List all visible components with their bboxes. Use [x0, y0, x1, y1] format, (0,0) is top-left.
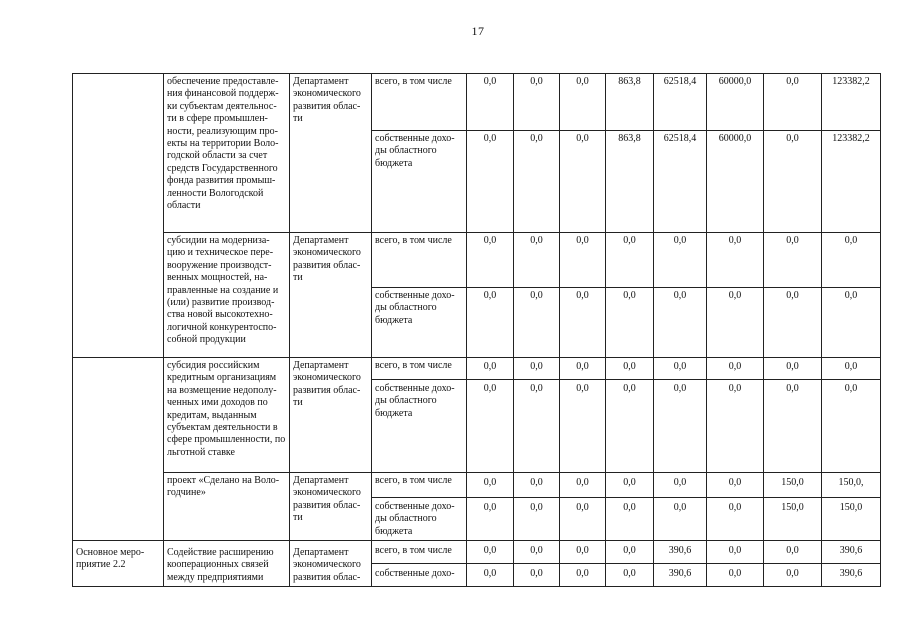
value-cell: 150,0 — [764, 473, 822, 498]
value-cell: 0,0 — [514, 233, 560, 288]
funding-source-label: собственные дохо-ды областного бюджета — [372, 380, 467, 473]
page-number: 17 — [471, 24, 485, 38]
funding-source-label: собственные дохо-ды областного бюджета — [372, 131, 467, 233]
value-cell: 863,8 — [606, 131, 654, 233]
value-cell: 0,0 — [707, 564, 764, 587]
value-cell: 390,6 — [822, 564, 881, 587]
value-cell: 0,0 — [764, 564, 822, 587]
value-cell: 60000,0 — [707, 74, 764, 131]
value-cell: 0,0 — [560, 233, 606, 288]
measure-cell: Основное меро-приятие 2.2 — [73, 541, 164, 587]
value-cell: 0,0 — [514, 541, 560, 564]
value-cell: 0,0 — [560, 564, 606, 587]
value-cell: 0,0 — [560, 473, 606, 498]
value-cell: 0,0 — [606, 473, 654, 498]
value-cell: 0,0 — [606, 358, 654, 380]
value-cell: 0,0 — [560, 498, 606, 541]
task-description: субсидия российским кредитным организациям на возмещение недополу-ченных ими доходов по кредитам, выданным субъектам деятельности в сфере промышленности, по льготной ставке — [164, 358, 290, 473]
executor-cell: Департамент экономического развития облас-ти — [290, 358, 372, 473]
value-cell: 0,0 — [764, 233, 822, 288]
value-cell: 123382,2 — [822, 131, 881, 233]
value-cell: 0,0 — [606, 564, 654, 587]
value-cell: 0,0 — [707, 380, 764, 473]
value-cell: 0,0 — [560, 288, 606, 358]
value-cell: 0,0 — [514, 288, 560, 358]
table-row — [73, 74, 881, 131]
funding-source-label: собственные дохо-ды областного бюджета — [372, 498, 467, 541]
value-cell: 390,6 — [822, 541, 881, 564]
value-cell: 60000,0 — [707, 131, 764, 233]
value-cell: 0,0 — [467, 131, 514, 233]
value-cell: 0,0 — [514, 131, 560, 233]
funding-source-label: собственные дохо- — [372, 564, 467, 587]
value-cell: 0,0 — [654, 358, 707, 380]
task-description: Содействие расширению кооперационных связей между предприятиями — [164, 541, 290, 587]
value-cell: 0,0 — [654, 233, 707, 288]
value-cell: 150,0, — [822, 473, 881, 498]
funding-source-label: всего, в том числе — [372, 358, 467, 380]
value-cell: 62518,4 — [654, 74, 707, 131]
budget-table — [72, 73, 881, 587]
value-cell: 0,0 — [467, 564, 514, 587]
table-row — [73, 473, 881, 498]
funding-source-label: всего, в том числе — [372, 473, 467, 498]
value-cell: 0,0 — [514, 380, 560, 473]
value-cell: 0,0 — [822, 358, 881, 380]
value-cell: 0,0 — [606, 288, 654, 358]
executor-cell: Департамент экономического развития облас-ти — [290, 473, 372, 541]
value-cell: 0,0 — [764, 358, 822, 380]
value-cell: 0,0 — [514, 358, 560, 380]
value-cell: 0,0 — [764, 288, 822, 358]
value-cell: 0,0 — [764, 131, 822, 233]
value-cell: 123382,2 — [822, 74, 881, 131]
funding-source-label: всего, в том числе — [372, 74, 467, 131]
value-cell: 0,0 — [467, 233, 514, 288]
value-cell: 62518,4 — [654, 131, 707, 233]
value-cell: 150,0 — [764, 498, 822, 541]
value-cell: 0,0 — [560, 74, 606, 131]
value-cell: 0,0 — [606, 498, 654, 541]
value-cell: 0,0 — [654, 498, 707, 541]
value-cell: 0,0 — [514, 74, 560, 131]
task-description: субсидии на модерниза-цию и техническое пере-вооружение производст-венных мощностей, на-правленные на создание и (или) развитие производ-ства новой высокотехно-логичной конкурентоспо-собной продукции — [164, 233, 290, 358]
value-cell: 0,0 — [764, 74, 822, 131]
task-description: проект «Сделано на Воло-годчине» — [164, 473, 290, 541]
value-cell: 0,0 — [822, 380, 881, 473]
value-cell: 0,0 — [707, 233, 764, 288]
value-cell: 0,0 — [654, 380, 707, 473]
value-cell: 0,0 — [467, 74, 514, 131]
table-row — [73, 541, 881, 564]
value-cell: 0,0 — [707, 358, 764, 380]
executor-cell: Департамент экономического развития облас-ти — [290, 74, 372, 233]
value-cell: 0,0 — [467, 380, 514, 473]
measure-cell — [73, 74, 164, 358]
table-row — [73, 358, 881, 380]
value-cell: 0,0 — [467, 541, 514, 564]
funding-source-label: всего, в том числе — [372, 233, 467, 288]
value-cell: 0,0 — [560, 380, 606, 473]
value-cell: 390,6 — [654, 564, 707, 587]
value-cell: 150,0 — [822, 498, 881, 541]
value-cell: 0,0 — [514, 564, 560, 587]
task-description: обеспечение предоставле-ния финансовой поддерж-ки субъектам деятельнос-ти в сфере промышлен-ности, реализующим про-екты на территории Воло-годской области за счет средств Государственного фонда развития промыш-ленности Вологодской области — [164, 74, 290, 233]
value-cell: 0,0 — [467, 358, 514, 380]
value-cell: 0,0 — [560, 358, 606, 380]
value-cell: 0,0 — [707, 541, 764, 564]
table-row — [73, 233, 881, 288]
value-cell: 0,0 — [764, 380, 822, 473]
value-cell: 0,0 — [822, 233, 881, 288]
funding-source-label: всего, в том числе — [372, 541, 467, 564]
value-cell: 0,0 — [822, 288, 881, 358]
funding-source-label: собственные дохо-ды областного бюджета — [372, 288, 467, 358]
value-cell: 0,0 — [606, 380, 654, 473]
value-cell: 0,0 — [514, 498, 560, 541]
value-cell: 0,0 — [606, 233, 654, 288]
value-cell: 0,0 — [467, 288, 514, 358]
value-cell: 0,0 — [654, 473, 707, 498]
value-cell: 0,0 — [514, 473, 560, 498]
measure-cell — [73, 358, 164, 541]
value-cell: 390,6 — [654, 541, 707, 564]
value-cell: 0,0 — [560, 541, 606, 564]
value-cell: 0,0 — [707, 473, 764, 498]
value-cell: 0,0 — [707, 498, 764, 541]
value-cell: 0,0 — [467, 473, 514, 498]
executor-cell: Департамент экономического развития облас- — [290, 541, 372, 587]
value-cell: 0,0 — [467, 498, 514, 541]
value-cell: 863,8 — [606, 74, 654, 131]
value-cell: 0,0 — [654, 288, 707, 358]
value-cell: 0,0 — [707, 288, 764, 358]
value-cell: 0,0 — [764, 541, 822, 564]
executor-cell: Департамент экономического развития облас-ти — [290, 233, 372, 358]
value-cell: 0,0 — [560, 131, 606, 233]
value-cell: 0,0 — [606, 541, 654, 564]
